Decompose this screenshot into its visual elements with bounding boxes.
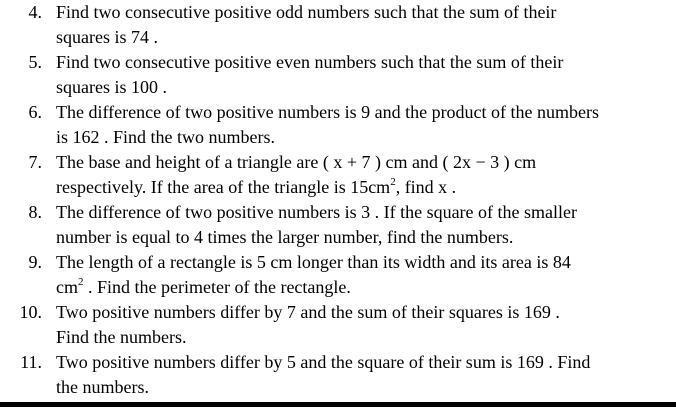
problem-text bbox=[56, 200, 674, 250]
problem-line: squares is 100 . bbox=[56, 77, 167, 97]
problem-line: The difference of two positive numbers is 9 and the product of the numbers bbox=[56, 102, 600, 122]
problem-line: The difference of two positive numbers is 3 . If the square of the smaller bbox=[56, 202, 578, 222]
problem-line-text: cm bbox=[56, 277, 78, 297]
problem-text bbox=[56, 350, 674, 400]
problem-text bbox=[56, 0, 674, 50]
problem-line-text: respectively. If the area of the triangle is 15cm bbox=[56, 177, 391, 197]
problem-line bbox=[56, 175, 674, 200]
superscript: 2 bbox=[78, 276, 84, 288]
problem-line-text: , find x . bbox=[395, 177, 457, 197]
superscript: 2 bbox=[390, 176, 396, 188]
problem-line: Two positive numbers differ by 5 and the square of their sum is 169 . Find bbox=[56, 352, 591, 372]
problem-text bbox=[56, 100, 674, 150]
problem-line: Find two consecutive positive even numbers such that the sum of their bbox=[56, 52, 564, 72]
problem-text bbox=[56, 300, 674, 350]
problem-line: Find two consecutive positive odd numbers such that the sum of their bbox=[56, 2, 557, 22]
problem-line: The length of a rectangle is 5 cm longer than its width and its area is 84 bbox=[56, 252, 571, 272]
problem-number: 10. bbox=[19, 302, 42, 322]
problem-line: is 162 . Find the two numbers. bbox=[56, 127, 275, 147]
problem-text bbox=[56, 250, 674, 300]
problem-line: number is equal to 4 times the larger number, find the numbers. bbox=[56, 227, 514, 247]
problem-line: Find the numbers. bbox=[56, 327, 187, 347]
problem-line: the numbers. bbox=[56, 377, 149, 397]
problem-number: 4. bbox=[28, 2, 42, 22]
problem-number: 7. bbox=[28, 152, 42, 172]
problem-number: 8. bbox=[28, 202, 42, 222]
problem-line bbox=[56, 275, 674, 300]
problem-line: The base and height of a triangle are ( x + 7 ) cm and ( 2x − 3 ) cm bbox=[56, 152, 537, 172]
bottom-divider bbox=[0, 402, 676, 407]
problem-line-text: . Find the perimeter of the rectangle. bbox=[83, 277, 351, 297]
problem-text bbox=[56, 150, 674, 200]
problem-line: squares is 74 . bbox=[56, 27, 158, 47]
problem-number: 5. bbox=[28, 52, 42, 72]
problem-number: 11. bbox=[20, 352, 42, 372]
problem-number: 9. bbox=[28, 252, 42, 272]
problem-line: Two positive numbers differ by 7 and the sum of their squares is 169 . bbox=[56, 302, 560, 322]
problem-text bbox=[56, 50, 674, 100]
problem-number: 6. bbox=[28, 102, 42, 122]
